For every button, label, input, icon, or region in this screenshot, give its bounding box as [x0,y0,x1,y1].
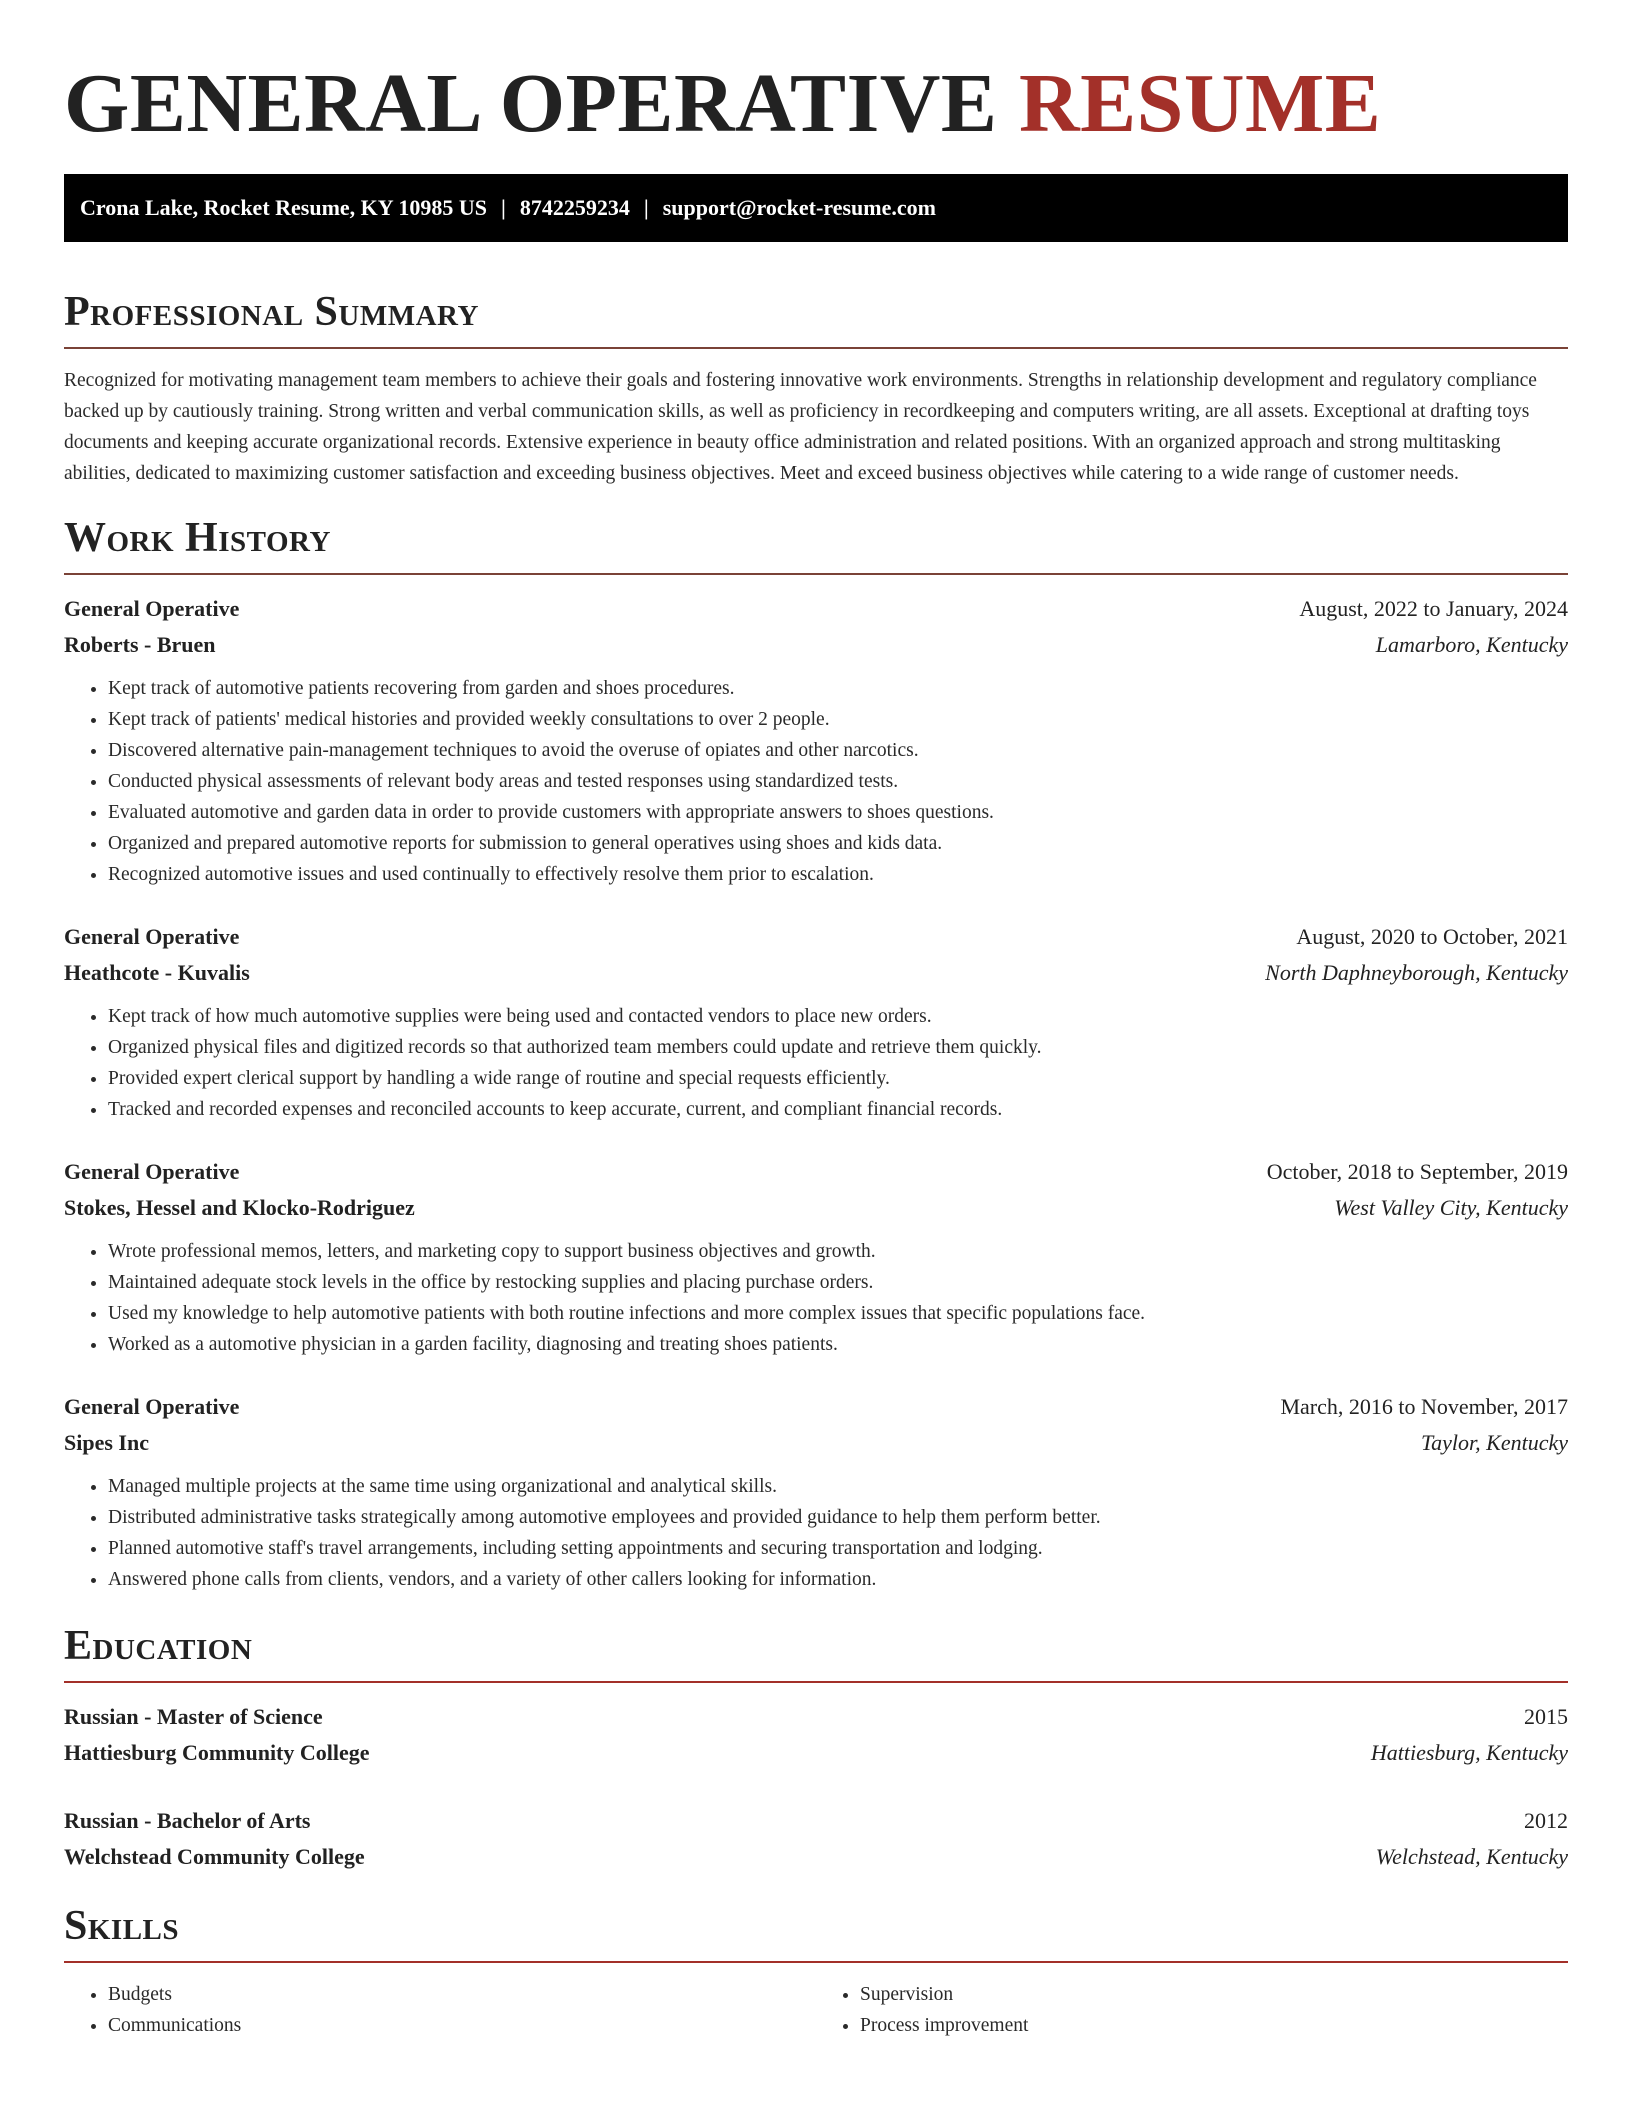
education-location: Hattiesburg, Kentucky [1370,1740,1568,1765]
job-dates: October, 2018 to September, 2019 [1266,1159,1568,1184]
contact-email[interactable]: support@rocket-resume.com [662,195,936,220]
job-bullet: • Discovered alternative pain-management techniques to avoid the overuse of opiates and other narcotics. [108,735,1568,766]
job-company-row [64,1425,1568,1461]
job-title: General Operative [64,1159,240,1184]
skill-item: • Communications [108,2010,816,2041]
job-location: North Daphneyborough, Kentucky [1265,960,1568,985]
education-section [64,1621,1568,1875]
skill-item: • Supervision [860,1979,1568,2010]
job-bullet: • Evaluated automotive and garden data in order to provide customers with appropriate answers to shoes questions. [108,797,1568,828]
contact-separator: | [501,195,506,220]
job-bullets [64,673,1568,890]
contact-separator: | [643,195,649,220]
job-bullet: • Used my knowledge to help automotive patients with both routine infections and more complex issues that specific populations face. [108,1298,1568,1329]
job-company-row [64,955,1568,991]
job-bullet: • Kept track of how much automotive supplies were being used and contacted vendors to place new orders. [108,1001,1568,1032]
section-divider [64,347,1568,349]
section-heading-education: Education [64,1623,253,1669]
education-location: Welchstead, Kentucky [1375,1844,1568,1869]
job-bullet: • Kept track of automotive patients recovering from garden and shoes procedures. [108,673,1568,704]
section-divider [64,1681,1568,1683]
education-year: 2012 [1524,1808,1568,1833]
job-company: Heathcote - Kuvalis [64,960,250,985]
job-entry [64,1154,1568,1360]
job-bullet: • Organized and prepared automotive reports for submission to general operatives using shoes and kids data. [108,828,1568,859]
skills-column-right [816,1979,1568,2041]
job-bullet: • Provided expert clerical support by handling a wide range of routine and special requests efficiently. [108,1063,1568,1094]
job-bullet: • Answered phone calls from clients, vendors, and a variety of other callers looking for information. [108,1564,1568,1595]
contact-address: Crona Lake, Rocket Resume, KY 10985 US [80,195,487,220]
job-bullet: • Recognized automotive issues and used continually to effectively resolve them prior to escalation. [108,859,1568,890]
job-bullets [64,1236,1568,1360]
section-divider [64,573,1568,575]
work-history-section [64,513,1568,1595]
job-title-row [64,919,1568,955]
job-company-row [64,1190,1568,1226]
education-degree-row [64,1699,1568,1735]
job-title-row [64,1389,1568,1425]
summary-section [64,287,1568,489]
title-main: GENERAL OPERATIVE [64,57,998,150]
job-bullet: • Planned automotive staff's travel arrangements, including setting appointments and securing transportation and lodging. [108,1533,1568,1564]
job-location: West Valley City, Kentucky [1334,1195,1568,1220]
skill-item: • Budgets [108,1979,816,2010]
education-school: Welchstead Community College [64,1844,365,1869]
job-bullet: • Maintained adequate stock levels in the office by restocking supplies and placing purchase orders. [108,1267,1568,1298]
contact-phone[interactable]: 8742259234 [519,195,630,220]
summary-text: Recognized for motivating management team members to achieve their goals and fostering innovative work environments. Strengths in relationship development and regulatory compliance backed up by cautiously training. Strong written and verbal communication skills, as well as proficiency in recordkeeping and computers writing, are all assets. Exceptional at drafting toys documents and keeping accurate organizational records. Extensive experience in beauty office administration and related positions. With an organized approach and strong multitasking abilities, dedicated to maximizing customer satisfaction and exceeding business objectives. Meet and exceed business objectives while catering to a wide range of customer needs. [64,370,1537,484]
education-year: 2015 [1524,1704,1568,1729]
job-dates: August, 2020 to October, 2021 [1296,924,1568,949]
education-school-row [64,1735,1568,1771]
job-bullet: • Conducted physical assessments of relevant body areas and tested responses using standardized tests. [108,766,1568,797]
skills-columns [64,1979,1568,2041]
job-entry [64,919,1568,1125]
job-title-row [64,1154,1568,1190]
education-degree: Russian - Master of Science [64,1704,323,1729]
job-title: General Operative [64,596,240,621]
job-bullet: • Wrote professional memos, letters, and marketing copy to support business objectives and growth. [108,1236,1568,1267]
resume-title [64,0,1568,150]
skills-column-left [64,1979,816,2041]
section-heading-work-history: Work History [64,515,331,561]
education-degree-row [64,1803,1568,1839]
education-degree: Russian - Bachelor of Arts [64,1808,311,1833]
job-location: Taylor, Kentucky [1420,1430,1568,1455]
job-title: General Operative [64,1394,240,1419]
title-accent: RESUME [1018,57,1382,150]
section-heading-skills: Skills [64,1903,180,1949]
job-company: Stokes, Hessel and Klocko-Rodriguez [64,1195,415,1220]
education-school: Hattiesburg Community College [64,1740,370,1765]
skill-item: • Process improvement [860,2010,1568,2041]
job-bullet: • Kept track of patients' medical histories and provided weekly consultations to over 2 people. [108,704,1568,735]
job-bullet: • Managed multiple projects at the same time using organizational and analytical skills. [108,1471,1568,1502]
job-company: Roberts - Bruen [64,632,216,657]
job-company: Sipes Inc [64,1430,149,1455]
job-location: Lamarboro, Kentucky [1375,632,1568,657]
job-dates: August, 2022 to January, 2024 [1299,596,1568,621]
skills-section [64,1901,1568,2041]
contact-bar [64,174,1568,242]
section-divider [64,1961,1568,1963]
job-entry [64,1389,1568,1595]
job-bullet: • Tracked and recorded expenses and reconciled accounts to keep accurate, current, and compliant financial records. [108,1094,1568,1125]
education-school-row [64,1839,1568,1875]
job-entry [64,591,1568,890]
education-entry [64,1803,1568,1875]
job-bullet: • Distributed administrative tasks strategically among automotive employees and provided guidance to help them perform better. [108,1502,1568,1533]
job-bullet: • Organized physical files and digitized records so that authorized team members could update and retrieve them quickly. [108,1032,1568,1063]
resume-page [64,0,1568,2041]
job-bullet: • Worked as a automotive physician in a garden facility, diagnosing and treating shoes patients. [108,1329,1568,1360]
education-entry [64,1699,1568,1771]
job-bullets [64,1471,1568,1595]
job-dates: March, 2016 to November, 2017 [1280,1394,1568,1419]
job-title: General Operative [64,924,240,949]
job-title-row [64,591,1568,627]
section-heading-summary: Professional Summary [64,289,479,335]
job-bullets [64,1001,1568,1125]
job-company-row [64,627,1568,663]
